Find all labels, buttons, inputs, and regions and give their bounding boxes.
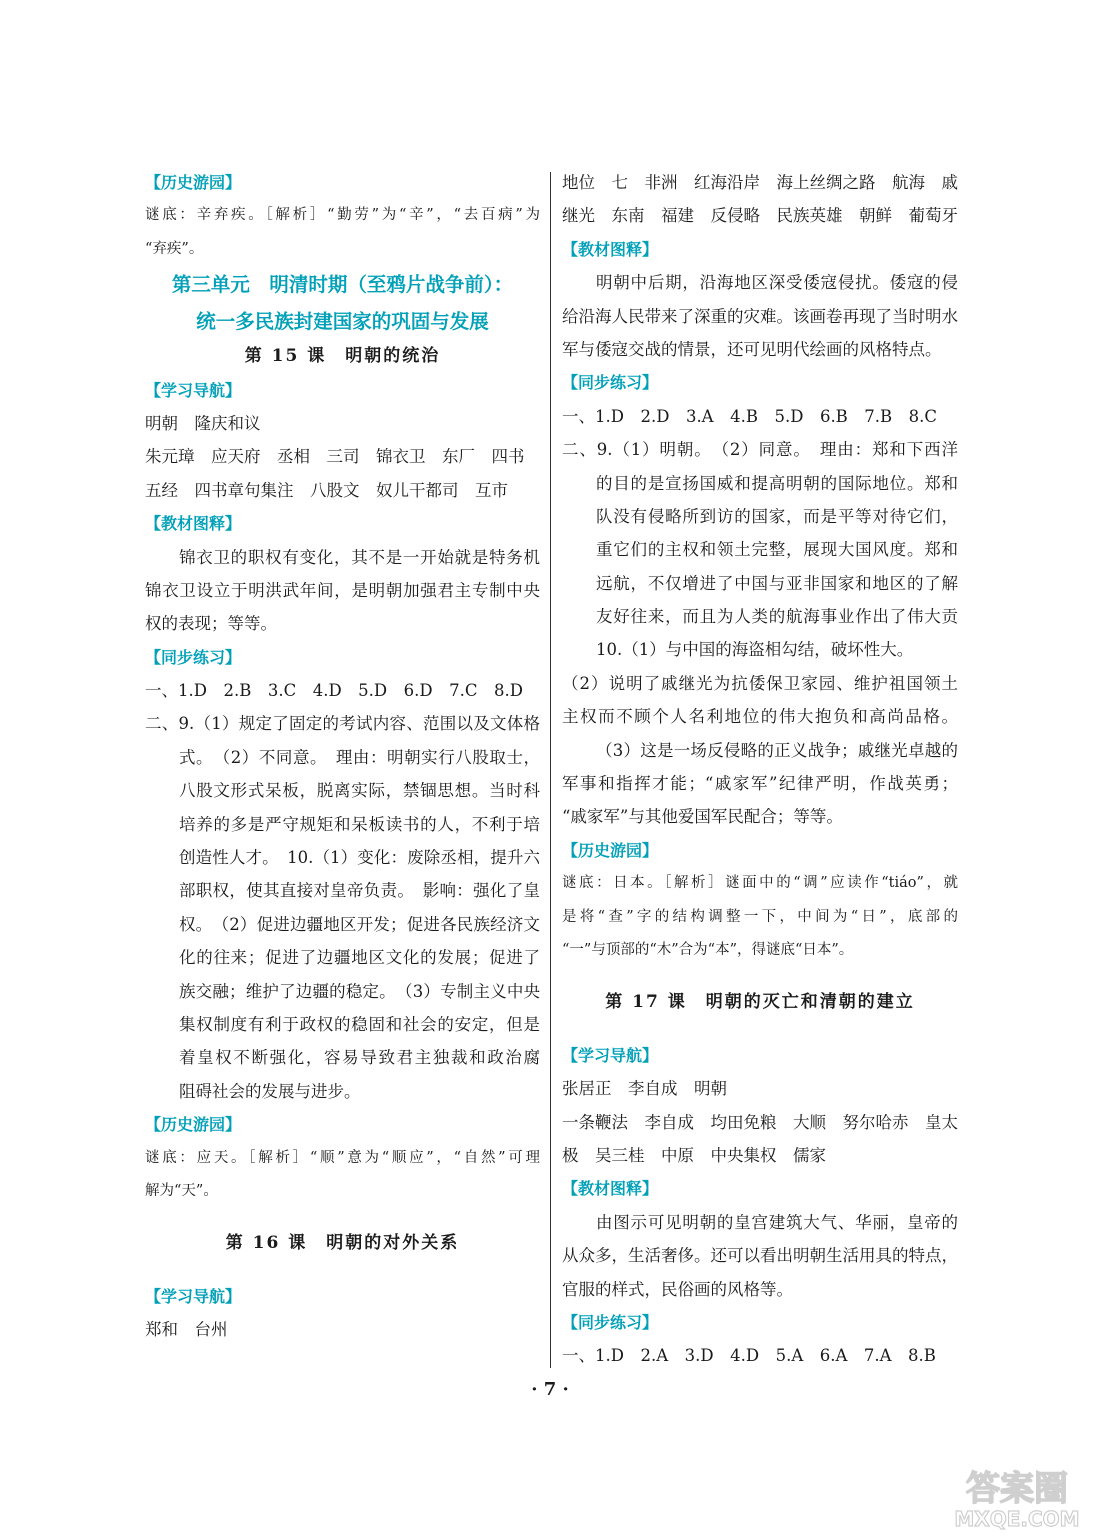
- answer-line: 族交融；维护了边疆的稳定。 （3）专制主义中央: [179, 981, 540, 1001]
- answer-line: （2）说明了戚继光为抗倭保卫家园、维护祖国领土: [562, 673, 958, 693]
- answer-line: 八股文形式呆板，脱离实际，禁锢思想。当时科: [179, 781, 540, 801]
- paragraph-line: 军与倭寇交战的情景，还可见明代绘画的风格特点。: [562, 339, 942, 359]
- answer-line: 二、9.（1）规定了固定的考试内容、范围以及文体格: [145, 714, 540, 734]
- riddle-answer: 谜底：日本。［解析］谜面中的“调”应读作“tiáo”，就: [562, 875, 958, 892]
- lesson-title: 第 16 课 明朝的对外关系: [225, 1233, 460, 1254]
- section-study-guide: 【学习导航】: [562, 1045, 659, 1065]
- answer-line: 部职权，使其直接对皇帝负责。 影响：强化了皇: [179, 881, 540, 901]
- section-history-garden: 【历史游园】: [562, 840, 659, 860]
- lesson-title: 第 17 课 明朝的灭亡和清朝的建立: [605, 992, 915, 1013]
- answer-line: 集权制度有利于政权的稳固和社会的安定，但是: [179, 1015, 540, 1034]
- section-figure-notes: 【教材图释】: [562, 239, 659, 259]
- answer-line: 主权而不顾个人名利地位的伟大抱负和高尚品格。: [562, 707, 958, 727]
- answer-line: 一、1.D 2.B 3.C 4.D 5.D 6.D 7.C 8.D: [145, 681, 523, 701]
- answer-line: 式。 （2）不同意。 理由：明朝实行八股取士，: [179, 747, 540, 767]
- riddle-answer: 谜底：辛弃疾。［解析］“勤劳”为“辛”，“去百病”为: [145, 207, 540, 224]
- answer-line: 培养的多是严守规矩和呆板读书的人，不利于培: [179, 814, 540, 834]
- keyword-line: 极 吴三桂 中原 中央集权 儒家: [562, 1145, 826, 1165]
- answer-line: 阻碍社会的发展与进步。: [179, 1081, 361, 1101]
- section-history-garden: 【历史游园】: [145, 1115, 242, 1135]
- answer-line: 军事和指挥才能；“戚家军”纪律严明，作战英勇；: [562, 774, 958, 794]
- watermark-logo-icon: [942, 1462, 1092, 1532]
- section-figure-notes: 【教材图释】: [562, 1179, 659, 1199]
- section-practice: 【同步练习】: [562, 373, 659, 393]
- answer-line: 二、9.（1）明朝。 （2）同意。 理由：郑和下西洋: [562, 440, 958, 460]
- paragraph-line: 由图示可见明朝的皇宫建筑大气、华丽，皇帝的: [596, 1212, 958, 1232]
- section-study-guide: 【学习导航】: [145, 1286, 242, 1306]
- paragraph-line: 官服的样式，民俗画的风格等。: [562, 1279, 793, 1299]
- paragraph-line: 锦衣卫的职权有变化，其不是一开始就是特务机: [179, 547, 540, 567]
- answer-line: （3）这是一场反侵略的正义战争；戚继光卓越的: [596, 740, 958, 760]
- keyword-line: 继光 东南 福建 反侵略 民族英雄 朝鲜 葡萄牙: [562, 206, 958, 226]
- riddle-answer: 是将“查”字的结构调整一下，中间为“日”，底部的: [562, 908, 958, 925]
- answer-line: 远航，不仅增进了中国与亚非国家和地区的了解: [596, 573, 958, 593]
- answer-line: 创造性人才。 10.（1）变化：废除丞相，提升六: [179, 848, 540, 868]
- section-figure-notes: 【教材图释】: [145, 514, 242, 534]
- section-history-garden: 【历史游园】: [145, 173, 242, 192]
- answer-line: 的目的是宣扬国威和提高明朝的国际地位。郑和: [596, 473, 958, 493]
- answer-line: 一、1.D 2.D 3.A 4.B 5.D 6.B 7.B 8.C: [562, 406, 938, 426]
- answer-line: 重它们的主权和领土完整，展现大国风度。郑和: [596, 540, 958, 560]
- answer-line: 一、1.D 2.A 3.D 4.D 5.A 6.A 7.A 8.B: [562, 1346, 936, 1366]
- section-practice: 【同步练习】: [562, 1312, 659, 1332]
- unit-subtitle: 统一多民族封建国家的巩固与发展: [196, 310, 489, 334]
- answer-line: 着皇权不断强化，容易导致君主独裁和政治腐: [179, 1048, 540, 1068]
- lesson-title: 第 15 课 明朝的统治: [244, 346, 441, 367]
- keyword-line: 五经 四书章句集注 八股文 奴儿干都司 互市: [145, 480, 508, 500]
- watermark-url: MXQE.COM: [954, 1507, 1080, 1531]
- paragraph-line: 锦衣卫设立于明洪武年间，是明朝加强君主专制中央: [145, 580, 540, 600]
- section-practice: 【同步练习】: [145, 647, 242, 667]
- keyword-line: 明朝 隆庆和议: [145, 413, 261, 433]
- keyword-line: 郑和 台州: [145, 1320, 228, 1340]
- paragraph-line: 给沿海人民带来了深重的灾难。该画卷再现了当时明水: [562, 306, 958, 326]
- riddle-answer: 谜底：应天。［解析］“顺”意为“顺应”，“自然”可理: [145, 1149, 540, 1166]
- answer-line: 友好往来，而且为人类的航海事业作出了伟大贡: [596, 607, 958, 627]
- keyword-line: 张居正 李自成 明朝: [562, 1079, 727, 1099]
- page-number: · 7 ·: [531, 1379, 569, 1400]
- answer-line: 化的往来；促进了边疆地区文化的发展；促进了: [179, 948, 540, 968]
- unit-title: 第三单元 明清时期（至鸦片战争前）：: [171, 273, 514, 297]
- keyword-line: 地位 七 非洲 红海沿岸 海上丝绸之路 航海 戚: [562, 173, 958, 192]
- answer-line: 队没有侵略所到访的国家，而是平等对待它们，: [596, 506, 958, 526]
- section-study-guide: 【学习导航】: [145, 380, 242, 400]
- left-column: [145, 166, 540, 1347]
- answer-line: 权。 （2）促进边疆地区开发；促进各民族经济文: [179, 914, 540, 934]
- keyword-line: 一条鞭法 李自成 均田免粮 大顺 努尔哈赤 皇太: [562, 1112, 958, 1132]
- answer-line: “戚家军”与其他爱国军民配合；等等。: [562, 807, 843, 827]
- riddle-answer: “一”与顶部的“木”合为“本”，得谜底“日本”。: [562, 941, 854, 958]
- paragraph-line: 明朝中后期，沿海地区深受倭寇侵扰。倭寇的侵: [596, 273, 958, 293]
- keyword-line: 朱元璋 应天府 丞相 三司 锦衣卫 东厂 四书: [145, 447, 525, 467]
- column-divider: [550, 172, 551, 1368]
- paragraph-line: 权的表现；等等。: [145, 614, 277, 634]
- right-column: [562, 166, 958, 1373]
- riddle-answer: “弃疾”。: [145, 240, 204, 257]
- watermark-text: 答案圈: [966, 1469, 1068, 1509]
- riddle-answer: 解为“天”。: [145, 1182, 218, 1199]
- answer-line: 10.（1）与中国的海盗相勾结，破坏性大。: [596, 640, 914, 660]
- paragraph-line: 从众多，生活奢侈。还可以看出明朝生活用具的特点，: [562, 1246, 958, 1266]
